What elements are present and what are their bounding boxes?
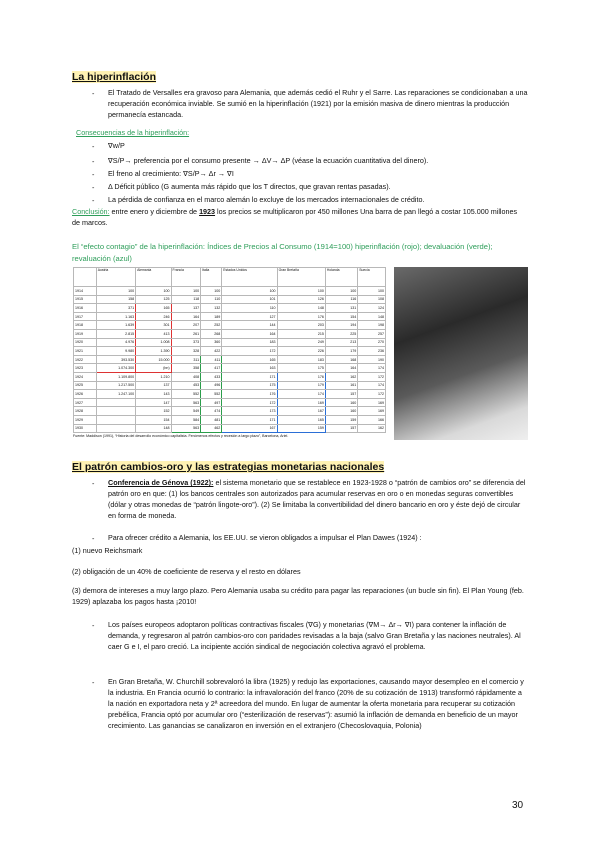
table-cell: 110 (201, 295, 222, 304)
table-cell: 175 (222, 381, 277, 390)
table-cell: 162 (325, 372, 357, 381)
dawes-point: (2) obligación de un 40% de coeficiente de reserva y el resto en dólares (72, 567, 301, 576)
table-cell: 100 (201, 287, 222, 296)
bullet-dash: - (92, 678, 95, 687)
table-cell: 1924 (74, 372, 97, 381)
table-cell: 4.976 (96, 338, 135, 347)
bullet-dash: - (92, 142, 95, 151)
table-header-cell: Gran Bretaña (277, 268, 325, 287)
table-cell: 132 (201, 304, 222, 313)
table-cell: 198 (358, 321, 386, 330)
genova-text: el sistema monetario que se restablece en 1923-1928 o “patrón de cambios oro” se diferencia del patrón oro en que: (1) los bancos centrales son autorizados para acumular reservas en oro o en monedas seguras convertibles (dólar y otras monedas de “patrón lingote-oro”). (2) Se limitaba la convertibilidad del dinero bancario en oro y éste dejó de circular en forma de moneda. (108, 478, 526, 520)
table-cell: 496 (201, 381, 222, 390)
table-cell: 261 (171, 329, 201, 338)
table-cell: 462 (201, 424, 222, 433)
table-cell: 167 (277, 407, 325, 416)
table-cell: 552 (201, 390, 222, 399)
table-cell: 1929 (74, 415, 97, 424)
consequence-item: ∇w/P (108, 141, 125, 150)
dawes-point: (1) nuevo Reichsmark (72, 546, 143, 555)
consequence-item: El freno al crecimiento: ∇S/P→ Δr → ∇I (108, 169, 234, 178)
europe-paragraph: Los países europeos adoptaron políticas contractivas fiscales (∇G) y monetarias (∇M→ Δr→ ∇I) para contener la inflación de demanda, y regresaron al patrón cambios-oro con paridades revisadas a la baja (salvo Gran Bretaña y las naciones neutrales). Al caer G e I, el paro creció. La incipiente acción sindical de negociación colectiva agravó el problema. (108, 620, 521, 651)
consequence-item: La pérdida de confianza en el marco alemán lo excluye de los mercados internacionales de crédito. (108, 195, 425, 204)
table-cell: 167 (222, 424, 277, 433)
table-row (74, 398, 386, 407)
table-cell: 131 (325, 304, 357, 313)
table-cell: 1.163 (96, 312, 135, 321)
table-cell: 143 (136, 390, 171, 399)
price-index-table (73, 267, 386, 433)
table-cell: 173 (222, 407, 277, 416)
table-row (74, 407, 386, 416)
consequence-item: Δ Déficit público (G aumenta más rápido que los T directos, que gravan rentas pasadas). (108, 182, 391, 191)
table-row (74, 338, 386, 347)
genova-label: Conferencia de Génova (1922): (108, 478, 214, 487)
table-cell: 118 (171, 295, 201, 304)
conclusion-label: Conclusión: (72, 207, 110, 216)
table-cell: 417 (201, 364, 222, 373)
table-row (74, 364, 386, 373)
bullet-dash: - (92, 157, 95, 166)
table-cell: 148 (358, 312, 386, 321)
table-cell: 328 (171, 347, 201, 356)
table-cell: 161 (325, 381, 357, 390)
table-cell: 100 (96, 287, 135, 296)
figure-caption: El “efecto contagio” de la hiperinflación: Índices de Precios al Consumo (1914=100) hiperinflación (rojo); devaluación (verde); revaluación (azul) (72, 242, 493, 263)
table-cell: 159 (325, 415, 357, 424)
table-header-row (74, 268, 386, 287)
table-cell: 1923 (74, 364, 97, 373)
table-cell: 100 (358, 287, 386, 296)
table-cell: 157 (325, 424, 357, 433)
hyperinflation-photo (394, 267, 528, 440)
table-header-cell: Alemania (136, 268, 171, 287)
page-number: 30 (512, 800, 524, 811)
table-cell: 171 (222, 372, 277, 381)
table-cell: (bn) (136, 364, 171, 373)
table-cell (96, 407, 135, 416)
consequences-heading: Consecuencias de la hiperinflación: (76, 128, 190, 137)
table-cell: 213 (325, 338, 357, 347)
table-cell: 1917 (74, 312, 97, 321)
table-cell: 116 (325, 295, 357, 304)
table-cell: 175 (277, 364, 325, 373)
table-cell: 203 (277, 321, 325, 330)
table-cell: 422 (201, 347, 222, 356)
table-cell: 100 (277, 287, 325, 296)
table-source: Fuente: Maddison (1991), “Historia del desarrollo económico capitalista. Fenómenos efectos y recesión a largo plazo”, Barcelona, Ariel. (73, 434, 289, 439)
table-row (74, 355, 386, 364)
table-cell: 225 (325, 329, 357, 338)
table-cell: 100 (136, 287, 171, 296)
table-cell: 584 (171, 415, 201, 424)
table-header-cell: Italia (201, 268, 222, 287)
table-cell: 144 (222, 321, 277, 330)
table-cell: 157 (325, 390, 357, 399)
table-cell: 270 (358, 338, 386, 347)
table-cell: 373 (171, 338, 201, 347)
table-cell: 1.008 (136, 338, 171, 347)
genova-paragraph (108, 477, 528, 521)
bullet-dash: - (92, 170, 95, 179)
table-cell: 127 (222, 312, 277, 321)
table-cell: 189 (201, 312, 222, 321)
table-cell: 236 (358, 347, 386, 356)
table-cell: 1.639 (96, 321, 135, 330)
table-row (74, 372, 386, 381)
table-cell: 176 (277, 312, 325, 321)
table-cell: 1927 (74, 398, 97, 407)
table-cell: 549 (171, 407, 201, 416)
table-cell: 15.000 (136, 355, 171, 364)
table-cell: 497 (201, 398, 222, 407)
table-cell: 154 (136, 415, 171, 424)
table-cell: 433 (201, 372, 222, 381)
britain-paragraph: En Gran Bretaña, W. Churchill sobrevaloró la libra (1925) y redujo las exportaciones, causando mayor desempleo en el comercio y la industria. En Francia ocurrió lo contrario: la infravaloración del franco (20% de su cotización de 1913) transformó rápidamente a la nación en exportadora neta y 2ª acreedora del mundo. En lugar de aumentar la oferta monetaria para recuperar su cotización prebélica, Francia optó por acumular oro (“esterilización de reservas”): asumió la inflación de demanda en beneficio de un mayor crecimiento. Las ganancias se canalizaron en inversión en el extranjero (Checoslovaquia, Polonia) (108, 677, 524, 730)
table-cell: 160 (325, 398, 357, 407)
table-cell: 215 (277, 329, 325, 338)
table-cell: 1.109.800 (96, 372, 135, 381)
conclusion-post: los precios se multiplicaron por 450 millones Una barra de pan llegó a costar 105.000 millones de marcos. (72, 207, 518, 227)
table-cell: 148 (277, 304, 325, 313)
table-cell: 179 (325, 347, 357, 356)
consequence-item: ∇S/P→ preferencia por el consumo presente → ΔV→ ΔP (véase la ecuación cuantitativa del dinero). (108, 156, 429, 165)
table-cell: 126 (277, 295, 325, 304)
conclusion-year: 1923 (199, 207, 216, 216)
table-cell: 100 (222, 287, 277, 296)
table-cell: 147 (136, 398, 171, 407)
table-cell: 1930 (74, 424, 97, 433)
table-cell: 172 (222, 347, 277, 356)
table-cell: 360 (201, 338, 222, 347)
table-cell: 169 (277, 398, 325, 407)
table-cell: 1914 (74, 287, 97, 296)
table-cell: 100 (325, 287, 357, 296)
table-cell: 152 (136, 407, 171, 416)
table-cell: 148 (136, 424, 171, 433)
table-row (74, 287, 386, 296)
table-cell: 411 (201, 355, 222, 364)
table-cell: 207 (171, 321, 201, 330)
table-cell: 137 (171, 304, 201, 313)
table-cell (96, 424, 135, 433)
table-cell: 165 (277, 415, 325, 424)
table-cell (96, 415, 135, 424)
table-row (74, 415, 386, 424)
table-cell: 474 (201, 407, 222, 416)
table-cell: 1.390 (136, 347, 171, 356)
table-cell: 1916 (74, 304, 97, 313)
table-row (74, 295, 386, 304)
table-cell: 1919 (74, 329, 97, 338)
table-cell: 162 (358, 424, 386, 433)
table-cell: 1.247.100 (96, 390, 135, 399)
table-header-cell: Suecia (358, 268, 386, 287)
table-cell: 100 (171, 287, 201, 296)
table-cell: 174 (277, 390, 325, 399)
table-cell (96, 398, 135, 407)
table-cell: 159 (277, 424, 325, 433)
table-cell: 1926 (74, 390, 97, 399)
table-cell: 1928 (74, 407, 97, 416)
table-header-cell: Estados Unidos (222, 268, 277, 287)
conclusion-pre: entre enero y diciembre de (109, 207, 200, 216)
table-cell: 1921 (74, 347, 97, 356)
table-cell: 190 (358, 355, 386, 364)
table-header-cell: Holanda (325, 268, 357, 287)
table-row (74, 424, 386, 433)
table-row (74, 381, 386, 390)
bullet-dash: - (92, 196, 95, 205)
table-cell: 2.815 (96, 329, 135, 338)
table-cell: 194 (325, 321, 357, 330)
table-cell: 249 (277, 338, 325, 347)
table-row (74, 329, 386, 338)
table-cell: 552 (171, 390, 201, 399)
table-header-cell: Francia (171, 268, 201, 287)
table-cell: 110 (222, 304, 277, 313)
table-cell: 268 (201, 329, 222, 338)
table-cell: 169 (358, 407, 386, 416)
dawes-point: (3) demora de intereses a muy largo plazo. Pero Alemania usaba su crédito para pagar las reparaciones (un bucle sin fin). El Plan Young (feb. 1929) aplazaba los pagos hasta ¡2010! (72, 586, 524, 606)
table-cell: 164 (222, 329, 277, 338)
table-row (74, 321, 386, 330)
table-cell: 563 (171, 424, 201, 433)
table-cell: 183 (277, 355, 325, 364)
table-cell: 226 (277, 347, 325, 356)
table-cell: 169 (358, 398, 386, 407)
table-cell: 137 (136, 381, 171, 390)
table-cell: 183 (222, 338, 277, 347)
conclusion-paragraph (72, 206, 527, 228)
table-cell: 358 (171, 364, 201, 373)
table-cell: 160 (325, 407, 357, 416)
table-cell: 158 (96, 295, 135, 304)
table-row (74, 347, 386, 356)
dawes-paragraph: Para ofrecer crédito a Alemania, los EE.UU. se vieron obligados a impulsar el Plan Dawes (1924) : (108, 533, 422, 542)
table-cell: 174 (358, 381, 386, 390)
table-cell: 165 (136, 304, 171, 313)
table-cell: 408 (171, 372, 201, 381)
table-cell: 301 (136, 321, 171, 330)
table-cell: 563 (171, 398, 201, 407)
table-cell: 1.217.500 (96, 381, 135, 390)
table-cell: 413 (136, 329, 171, 338)
table-cell: 179 (277, 381, 325, 390)
table-cell: 1922 (74, 355, 97, 364)
table-cell: 108 (358, 295, 386, 304)
section-title-gold-exchange: El patrón cambios-oro y las estrategias monetarias nacionales (72, 461, 385, 473)
table-cell: 9.980 (96, 347, 135, 356)
table-cell: 481 (201, 415, 222, 424)
table-cell: 1.074.300 (96, 364, 135, 373)
table-body (74, 287, 386, 433)
table-cell: 176 (277, 372, 325, 381)
table-cell: 163 (222, 364, 277, 373)
table-row (74, 304, 386, 313)
table-cell: 164 (171, 312, 201, 321)
table-cell: 1915 (74, 295, 97, 304)
table-cell: 172 (358, 390, 386, 399)
table-cell: 171 (222, 415, 277, 424)
table-cell: 101 (222, 295, 277, 304)
bullet-dash: - (92, 479, 95, 488)
price-index-table-wrap (73, 267, 386, 438)
table-cell: 246 (136, 312, 171, 321)
table-cell: 1.210 (136, 372, 171, 381)
table-cell: 393.530 (96, 355, 135, 364)
table-row (74, 312, 386, 321)
table-cell: 165 (222, 355, 277, 364)
bullet-dash: - (92, 534, 95, 543)
table-cell: 257 (358, 329, 386, 338)
table-cell: 172 (222, 398, 277, 407)
bullet-dash: - (92, 621, 95, 630)
table-cell: 172 (358, 372, 386, 381)
table-cell: 125 (136, 295, 171, 304)
table-header-cell (74, 268, 97, 287)
table-cell: 1918 (74, 321, 97, 330)
table-row (74, 390, 386, 399)
table-cell: 164 (325, 364, 357, 373)
table-cell: 1920 (74, 338, 97, 347)
table-cell: 154 (325, 312, 357, 321)
table-cell: 453 (171, 381, 201, 390)
table-cell: 124 (358, 304, 386, 313)
table-cell: 371 (96, 304, 135, 313)
bullet-dash: - (92, 183, 95, 192)
table-cell: 1925 (74, 381, 97, 390)
table-header-cell: Austria (96, 268, 135, 287)
table-cell: 174 (358, 364, 386, 373)
table-cell: 311 (171, 355, 201, 364)
table-cell: 252 (201, 321, 222, 330)
section-title-hyperinflation: La hiperinflación (72, 71, 157, 83)
intro-paragraph: El Tratado de Versalles era gravoso para Alemania, que además cedió el Ruhr y el Sarre. Las reparaciones se condicionaban a una recuperación económica inviable. Se sumió en la hiperinflación (1921) por la emisión masiva de dinero mientras la producción permanecía estancada. (108, 88, 528, 119)
table-cell: 166 (358, 415, 386, 424)
table-cell: 168 (325, 355, 357, 364)
table-cell: 176 (222, 390, 277, 399)
bullet-dash: - (92, 89, 95, 98)
